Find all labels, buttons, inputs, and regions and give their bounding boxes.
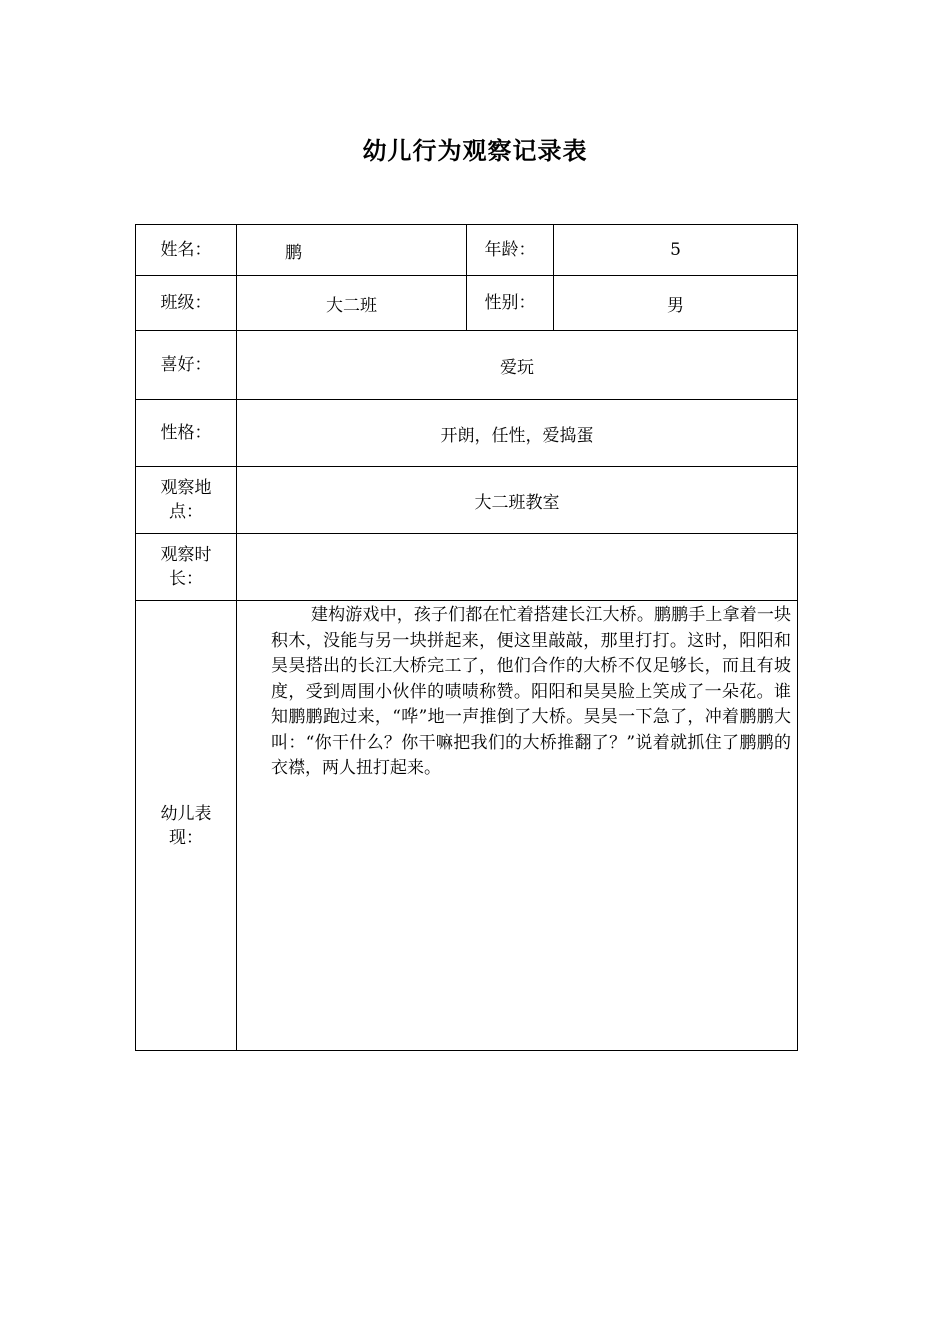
name-label: 姓名： bbox=[160, 240, 212, 260]
location-value: 大二班教室 bbox=[237, 467, 798, 534]
table-row-class-gender bbox=[136, 276, 798, 331]
age-value: 5 bbox=[554, 225, 798, 276]
document-title: 幼儿行为观察记录表 bbox=[362, 136, 588, 165]
table-row-name-age bbox=[136, 225, 798, 276]
performance-label-cell bbox=[136, 601, 237, 1051]
table-row-duration bbox=[136, 534, 798, 601]
personality-label-cell bbox=[136, 400, 237, 467]
performance-cell bbox=[237, 601, 798, 1051]
name-label-cell bbox=[136, 225, 237, 276]
gender-value: 男 bbox=[554, 276, 798, 331]
table-row-performance bbox=[136, 601, 798, 1051]
age-label-cell bbox=[467, 225, 554, 276]
table-row-hobby bbox=[136, 331, 798, 400]
gender-label: 性别： bbox=[484, 293, 536, 313]
class-label-cell bbox=[136, 276, 237, 331]
hobby-label: 喜好： bbox=[160, 355, 212, 375]
performance-label: 幼儿表现： bbox=[160, 803, 212, 848]
class-label: 班级： bbox=[160, 293, 212, 313]
name-value: 鹏 bbox=[237, 225, 467, 276]
gender-label-cell bbox=[467, 276, 554, 331]
personality-value: 开朗，任性，爱捣蛋 bbox=[237, 400, 798, 467]
hobby-value: 爱玩 bbox=[237, 331, 798, 400]
duration-label-cell bbox=[136, 534, 237, 601]
observation-record-table bbox=[135, 224, 798, 1051]
hobby-label-cell bbox=[136, 331, 237, 400]
personality-label: 性格： bbox=[160, 423, 212, 443]
class-value: 大二班 bbox=[237, 276, 467, 331]
age-label: 年龄： bbox=[484, 240, 536, 260]
table-row-personality bbox=[136, 400, 798, 467]
duration-value bbox=[237, 534, 798, 601]
duration-label: 观察时长： bbox=[160, 545, 212, 589]
performance-text: 建构游戏中，孩子们都在忙着搭建长江大桥。鹏鹏手上拿着一块积木，没能与另一块拼起来，便这里敲敲，那里打打。这时，阳阳和昊昊搭出的长江大桥完工了，他们合作的大桥不仅足够长，而且有坡度，受到周围小伙伴的啧啧称赞。阳阳和昊昊脸上笑成了一朵花。谁知鹏鹏跑过来，“哗”地一声推倒了大桥。昊昊一下急了，冲着鹏鹏大叫：“你干什么？你干嘛把我们的大桥推翻了？”说着就抓住了鹏鹏的衣襟，两人扭打起来。 bbox=[271, 605, 791, 778]
location-label: 观察地点： bbox=[160, 478, 212, 522]
location-label-cell bbox=[136, 467, 237, 534]
table-row-location bbox=[136, 467, 798, 534]
